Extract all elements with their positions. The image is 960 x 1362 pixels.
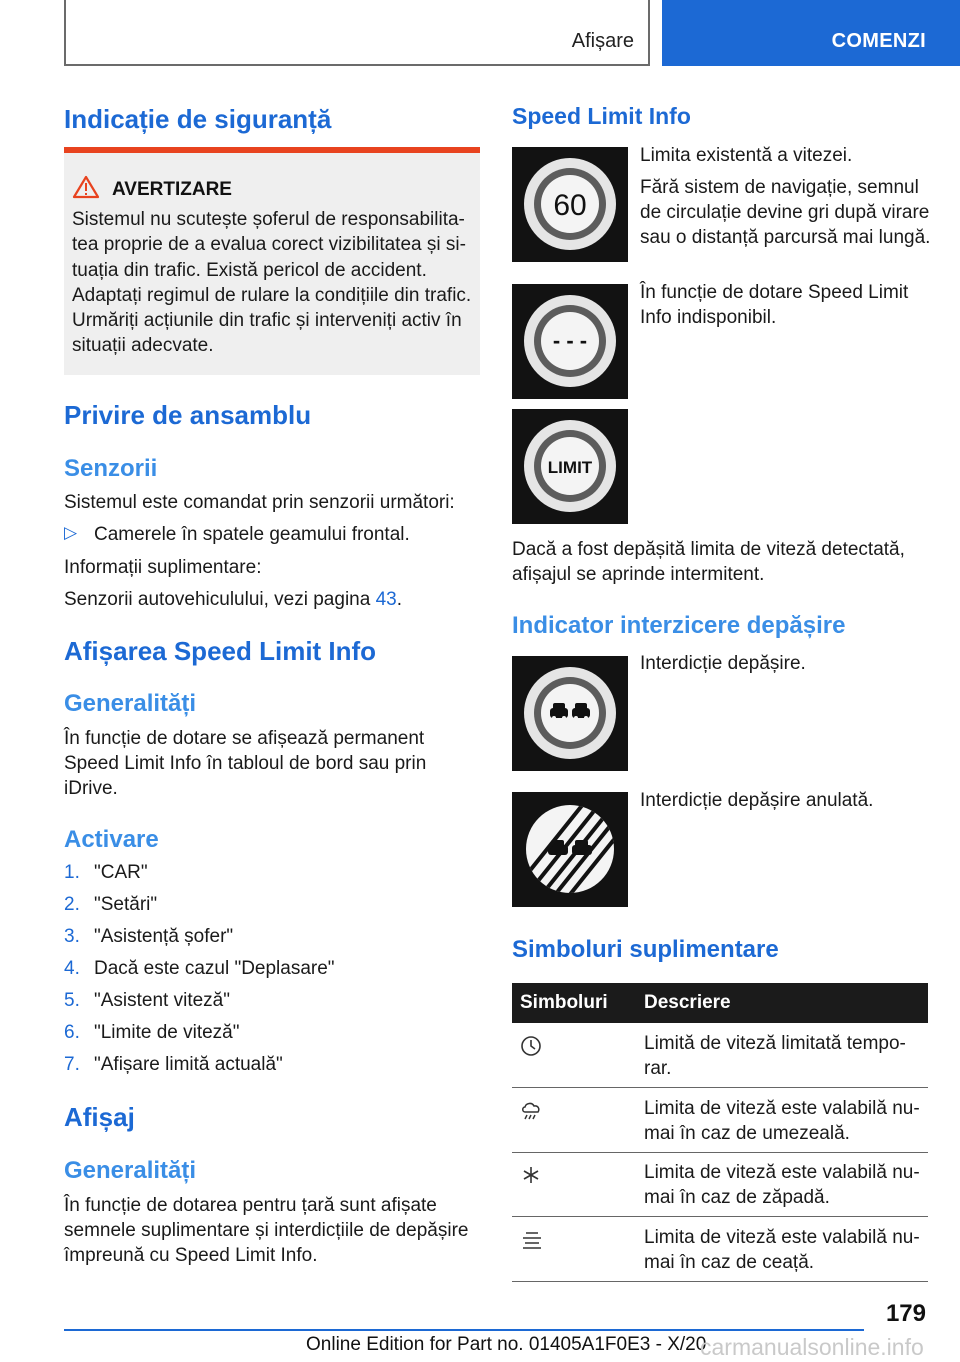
more-info-reference	[64, 587, 484, 612]
speed-limit-flashing-image	[512, 409, 628, 524]
table-cell-description	[644, 1225, 924, 1275]
sign60-caption: Limita existentă a vitezei.	[640, 145, 853, 166]
footer-rule	[64, 1329, 864, 1331]
general2-text	[64, 1193, 484, 1268]
general2-line: În funcție de dotarea pentru țară sunt afișate	[64, 1195, 437, 1216]
sli-info-title: Speed Limit Info	[512, 103, 691, 129]
warning-line: tuația din trafic. Există pericol de accident.	[72, 259, 427, 281]
table-row	[512, 1096, 928, 1153]
more-info-label: Informații suplimentare:	[64, 557, 262, 578]
general-line: iDrive.	[64, 778, 118, 799]
table-cell-line: mai în caz de umezeală.	[644, 1123, 850, 1144]
sign-60-text: 60	[553, 189, 587, 222]
sign60-line: sau o distanță parcursă mai lungă.	[640, 227, 931, 248]
no-overtaking-caption: Interdicție depășire.	[640, 653, 806, 674]
overtaking-title: Indicator interzicere depășire	[512, 612, 846, 639]
speed-limit-60-image	[512, 147, 628, 262]
overtaking-cancelled-image	[512, 792, 628, 907]
table-cell-line: mai în caz de zăpadă.	[644, 1187, 830, 1208]
table-cell-line: mai în caz de ceață.	[644, 1252, 815, 1273]
step-number: 1.	[64, 862, 80, 883]
table-header-symbols: Simboluri	[520, 992, 608, 1013]
table-row	[512, 1031, 928, 1088]
page-link[interactable]: 43	[375, 589, 397, 610]
step-number: 2.	[64, 894, 80, 915]
snowflake-icon	[520, 1164, 544, 1186]
step-number: 6.	[64, 1022, 80, 1043]
table-cell-line: Limita de viteză este valabilă nu-	[644, 1227, 920, 1248]
flash-description	[512, 537, 942, 587]
step-text: "Setări"	[94, 894, 158, 915]
step-text: "Asistență șofer"	[94, 926, 234, 947]
sign-dash-description	[640, 280, 936, 330]
sign60-line: de circulație devine gri după virare	[640, 202, 930, 223]
step-number: 3.	[64, 926, 80, 947]
table-cell-line: Limita de viteză este valabilă nu-	[644, 1098, 920, 1119]
table-cell-line: Limita de viteză este valabilă nu-	[644, 1162, 920, 1183]
step-text: Dacă este cazul "Deplasare"	[94, 958, 335, 979]
speed-limit-unavailable-image	[512, 284, 628, 399]
warning-line: tea proprie de a evalua corect vizibilitatea și si-	[72, 234, 466, 256]
more-info-end: .	[396, 589, 403, 610]
sli-display-title: Afișarea Speed Limit Info	[64, 636, 377, 666]
extra-symbols-title: Simboluri suplimentare	[512, 936, 779, 963]
table-row	[512, 1225, 928, 1282]
general-title: Generalități	[64, 690, 197, 717]
table-cell-description	[644, 1031, 924, 1081]
warning-line: Urmăriți acțiunile din trafic și interveniți activ în	[72, 310, 462, 332]
warning-line: Sistemul nu scutește șoferul de responsabilita-	[72, 209, 465, 230]
step-number: 5.	[64, 990, 80, 1011]
general-text	[64, 726, 484, 801]
header-chapter-label: COMENZI	[831, 30, 926, 52]
overview-title: Privire de ansamblu	[64, 400, 312, 430]
table-cell-line: rar.	[644, 1058, 672, 1079]
clock-icon	[520, 1035, 544, 1057]
bullet-triangle-icon: ▷	[64, 523, 78, 542]
step-text: "Limite de viteză"	[94, 1022, 240, 1043]
footer-edition: Online Edition for Part no. 01405A1F0E3 - X/20	[306, 1334, 707, 1355]
page-number: 179	[885, 1300, 926, 1327]
flash-line: Dacă a fost depășită limita de viteză detectată,	[512, 539, 905, 560]
sensors-text: Sistemul este comandat prin senzorii următori:	[64, 492, 455, 513]
step-number: 7.	[64, 1054, 80, 1075]
table-cell-description	[644, 1096, 924, 1146]
table-header-description: Descriere	[644, 992, 731, 1013]
warning-title: AVERTIZARE	[112, 179, 232, 200]
table-cell-description	[644, 1160, 924, 1210]
step-text: "Afișare limită actuală"	[94, 1054, 283, 1075]
general2-line: semnele suplimentare și interdicțiile de depășire	[64, 1220, 469, 1241]
general-line: Speed Limit Info în tabloul de bord sau prin	[64, 753, 427, 774]
flash-line: afișajul se aprinde intermitent.	[512, 564, 765, 585]
no-overtaking-image	[512, 656, 628, 771]
sensors-title: Senzorii	[64, 455, 158, 482]
more-info-ref-text: Senzorii autovehiculului, vezi pagina	[64, 589, 376, 610]
sensors-bullet-text: Camerele în spatele geamului frontal.	[94, 524, 410, 545]
safety-title: Indicație de siguranță	[64, 104, 332, 134]
header-section-label: Afișare	[571, 30, 634, 52]
fog-icon	[520, 1229, 544, 1251]
warning-box	[64, 147, 480, 375]
step-number: 4.	[64, 958, 80, 979]
activation-title: Activare	[64, 826, 159, 853]
general2-title: Generalități	[64, 1157, 197, 1184]
warning-line: situații adecvate.	[72, 335, 214, 357]
sign60-line: Fără sistem de navigație, semnul	[640, 177, 919, 198]
sign-dash-line: Info indisponibil.	[640, 307, 777, 328]
warning-text	[72, 207, 476, 359]
warning-triangle-icon	[72, 175, 100, 199]
watermark: carmanualsonline.info	[700, 1334, 924, 1360]
header-section-box	[64, 0, 650, 66]
table-cell-line: Limită de viteză limitată tempo-	[644, 1033, 906, 1054]
overtaking-cancelled-caption: Interdicție depășire anulată.	[640, 790, 874, 811]
table-row	[512, 1160, 928, 1217]
sign60-description	[640, 175, 936, 250]
sign-dash-line: În funcție de dotare Speed Limit	[640, 282, 909, 303]
step-text: "Asistent viteză"	[94, 990, 230, 1011]
rain-cloud-icon	[520, 1100, 544, 1122]
sign-limit-text: LIMIT	[547, 458, 593, 477]
warning-line: Adaptați regimul de rulare la condițiile din trafic.	[72, 284, 472, 306]
general-line: În funcție de dotare se afișează permanent	[64, 728, 425, 749]
sign-dash-text: - - -	[552, 328, 588, 353]
display-title: Afișaj	[64, 1102, 135, 1132]
header-chapter-box	[662, 0, 960, 66]
general2-line: împreună cu Speed Limit Info.	[64, 1245, 318, 1266]
step-text: "CAR"	[94, 862, 148, 883]
symbols-table-header	[512, 983, 928, 1023]
